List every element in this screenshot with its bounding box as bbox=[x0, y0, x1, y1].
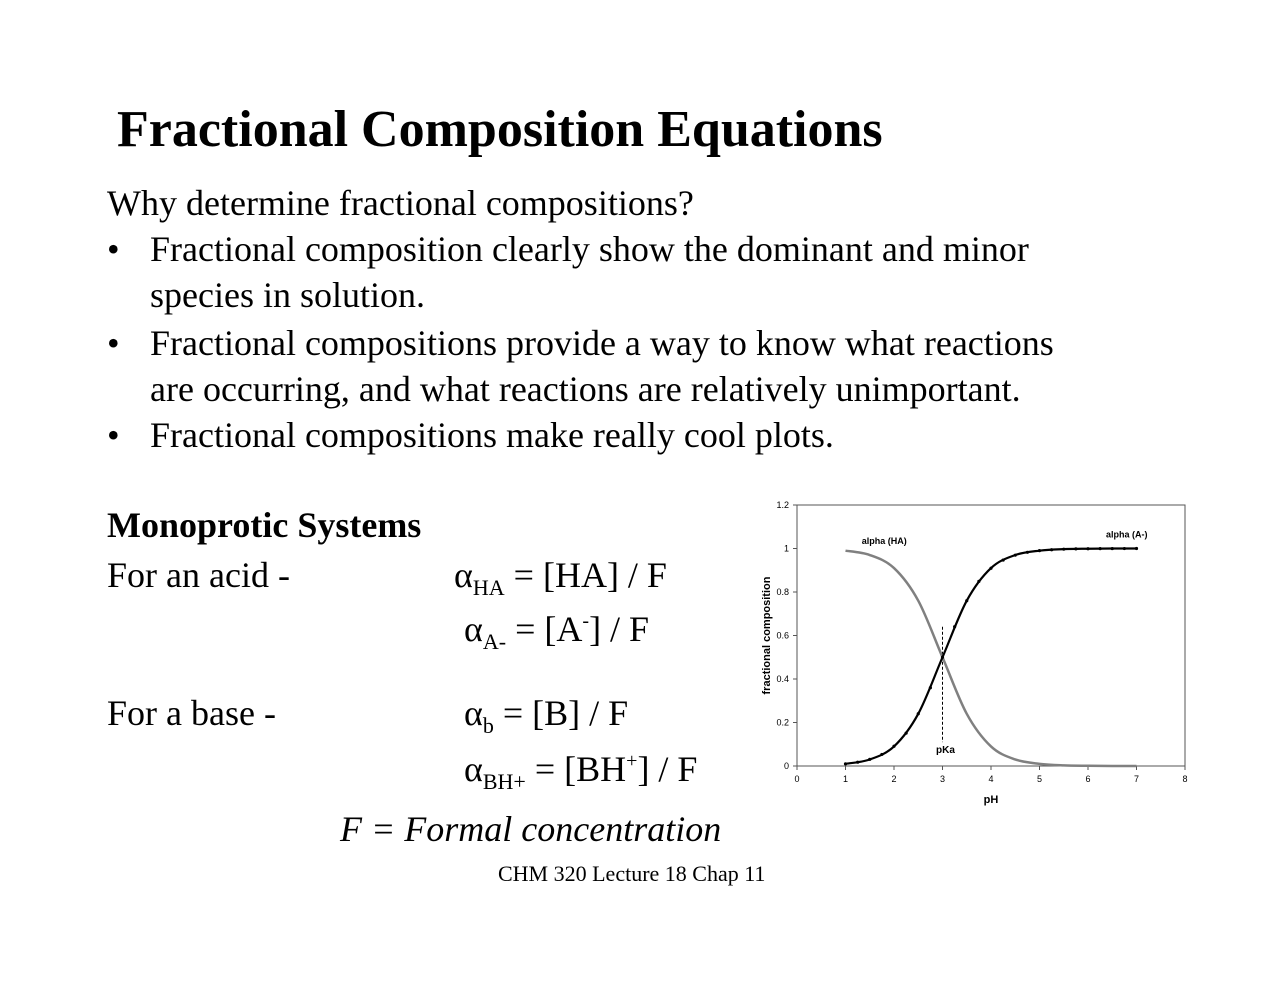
data-point bbox=[917, 712, 920, 715]
x-tick-label: 0 bbox=[794, 774, 800, 784]
alpha-symbol: α bbox=[464, 693, 483, 733]
data-point bbox=[1099, 547, 1102, 550]
equation-alpha-a bbox=[464, 598, 649, 665]
data-point bbox=[1135, 547, 1138, 550]
x-tick-label: 7 bbox=[1133, 774, 1140, 784]
data-point bbox=[1014, 554, 1017, 557]
data-point bbox=[880, 753, 883, 756]
alpha-symbol: α bbox=[464, 749, 483, 789]
x-tick-label: 2 bbox=[891, 774, 897, 784]
equation-rhs: ] / F bbox=[637, 749, 698, 789]
section-heading: Monoprotic Systems bbox=[107, 505, 422, 545]
bullet-text: species in solution. bbox=[150, 275, 425, 315]
data-point bbox=[844, 762, 847, 765]
data-point bbox=[1050, 548, 1053, 551]
data-point bbox=[929, 686, 932, 689]
x-tick-label: 4 bbox=[988, 774, 994, 784]
equation-subscript: A- bbox=[482, 629, 507, 654]
alpha-symbol: α bbox=[454, 555, 473, 595]
equation-rhs: ] / F bbox=[589, 609, 650, 649]
y-tick-label: 0.8 bbox=[776, 587, 789, 597]
equation-rhs: = [BH bbox=[525, 749, 627, 789]
data-point bbox=[1002, 558, 1005, 561]
data-point bbox=[1111, 547, 1114, 550]
equation-rhs: = [B] / F bbox=[493, 693, 629, 733]
series-line-alpha-ha bbox=[846, 551, 1137, 766]
data-point bbox=[977, 580, 980, 583]
x-tick-label: 3 bbox=[939, 774, 946, 784]
intro-question: Why determine fractional compositions? bbox=[107, 183, 694, 223]
y-tick-label: 0.2 bbox=[776, 717, 789, 728]
y-tick-label: 1 bbox=[783, 543, 789, 554]
bullet-text: Fractional compositions make really cool plots. bbox=[150, 415, 834, 455]
equation-subscript: HA bbox=[472, 575, 505, 600]
bullet-text: Fractional composition clearly show the dominant and minor bbox=[150, 229, 1029, 269]
data-point bbox=[892, 745, 895, 748]
data-point bbox=[965, 599, 968, 602]
base-label: For a base - bbox=[107, 693, 276, 733]
x-tick-label: 6 bbox=[1085, 774, 1091, 784]
bullet-text: are occurring, and what reactions are relatively unimportant. bbox=[150, 369, 1021, 409]
x-tick-label: 8 bbox=[1182, 774, 1188, 784]
equation-rhs: = [A bbox=[506, 609, 583, 649]
page-title: Fractional Composition Equations bbox=[117, 101, 883, 158]
data-point bbox=[989, 567, 992, 570]
data-point bbox=[1062, 548, 1065, 551]
fractional-composition-chart bbox=[750, 490, 1200, 820]
data-point bbox=[856, 761, 859, 764]
data-point bbox=[941, 656, 944, 659]
footer-text: CHM 320 Lecture 18 Chap 11 bbox=[498, 861, 766, 886]
x-axis-label: pH bbox=[983, 794, 999, 806]
data-point bbox=[1086, 547, 1089, 550]
acid-label: For an acid - bbox=[107, 555, 290, 595]
series-line-alpha-a bbox=[846, 548, 1137, 763]
bullet-text: Fractional compositions provide a way to know what reactions bbox=[150, 323, 1054, 363]
pka-label: pKa bbox=[936, 744, 955, 756]
alpha-symbol: α bbox=[464, 609, 483, 649]
data-point bbox=[868, 758, 871, 761]
bullet-dot: • bbox=[107, 323, 120, 363]
plot-area bbox=[797, 505, 1185, 766]
series-label-alpha-ha: alpha (HA) bbox=[861, 536, 907, 547]
bullet-dot: • bbox=[107, 229, 120, 269]
y-tick-label: 0.6 bbox=[776, 630, 789, 641]
formal-concentration-note: F = Formal concentration bbox=[340, 809, 722, 849]
y-tick-label: 0 bbox=[783, 761, 789, 771]
equation-alpha-bh bbox=[464, 738, 697, 805]
y-axis-label: fractional composition bbox=[761, 576, 773, 695]
data-point bbox=[1038, 549, 1041, 552]
equation-subscript: BH+ bbox=[482, 769, 526, 794]
data-point bbox=[1074, 547, 1077, 550]
data-point bbox=[1123, 547, 1126, 550]
x-tick-label: 5 bbox=[1036, 774, 1043, 784]
y-tick-label: 1.2 bbox=[776, 500, 789, 510]
data-point bbox=[905, 732, 908, 735]
bullet-dot: • bbox=[107, 415, 120, 455]
equation-superscript: + bbox=[626, 750, 638, 772]
equation-superscript: - bbox=[582, 610, 590, 632]
data-point bbox=[953, 625, 956, 628]
data-point bbox=[1026, 551, 1029, 554]
series-label-alpha-a: alpha (A-) bbox=[1106, 529, 1148, 540]
equation-rhs: = [HA] / F bbox=[504, 555, 667, 595]
equation-subscript: b bbox=[482, 713, 494, 738]
x-tick-label: 1 bbox=[842, 774, 849, 784]
y-tick-label: 0.4 bbox=[776, 674, 789, 684]
